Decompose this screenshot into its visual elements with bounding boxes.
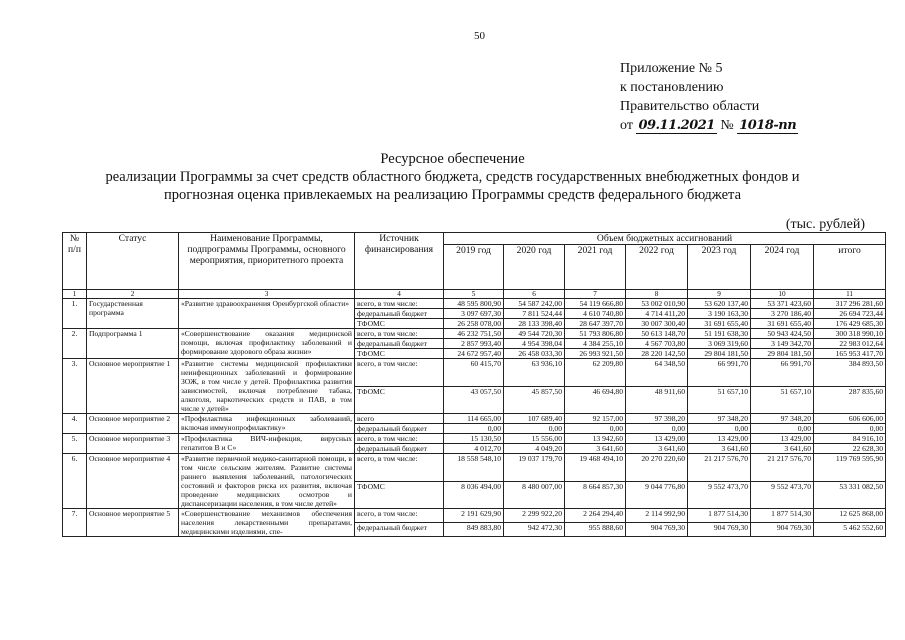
- column-numbers-row: [63, 290, 886, 299]
- row-source: всего, в том числе:: [355, 359, 444, 387]
- header-year-2021: 2021 год: [565, 245, 626, 290]
- row-year-value: 97 398,20: [626, 414, 688, 424]
- row-year-value: 904 769,30: [626, 523, 688, 537]
- row-source: федеральный бюджет: [355, 339, 444, 349]
- row-source: ТФОМС: [355, 319, 444, 329]
- table-row: [63, 509, 886, 523]
- row-year-value: 15 556,00: [504, 434, 565, 444]
- row-year-value: 2 299 922,20: [504, 509, 565, 523]
- row-number: 5.: [63, 434, 87, 454]
- row-year-value: 50 943 424,50: [751, 329, 814, 339]
- row-year-value: 2 857 993,40: [444, 339, 504, 349]
- row-year-value: 28 647 397,70: [565, 319, 626, 329]
- row-status: Основное мероприятие 3: [87, 434, 179, 454]
- row-status: Основное мероприятие 4: [87, 454, 179, 509]
- row-year-value: 48 595 800,90: [444, 299, 504, 309]
- row-name: «Совершенствование оказания медицинской помощи, включая профилактику заболеваний и формирование здорового образа жизни»: [179, 329, 355, 359]
- row-total-value: 0,00: [814, 424, 886, 434]
- row-year-value: 28 133 398,40: [504, 319, 565, 329]
- row-year-value: 0,00: [751, 424, 814, 434]
- header-volume: Объем бюджетных ассигнований: [444, 233, 886, 245]
- row-year-value: 53 002 010,90: [626, 299, 688, 309]
- row-year-value: 97 348,20: [688, 414, 751, 424]
- row-year-value: 13 942,60: [565, 434, 626, 444]
- row-year-value: 97 348,20: [751, 414, 814, 424]
- row-total-value: 5 462 552,60: [814, 523, 886, 537]
- row-total-value: 176 429 685,30: [814, 319, 886, 329]
- row-year-value: 43 057,50: [444, 386, 504, 414]
- table-row: [63, 329, 886, 339]
- row-year-value: 46 232 751,50: [444, 329, 504, 339]
- row-year-value: 9 552 473,70: [688, 481, 751, 509]
- number-label: №: [720, 118, 734, 133]
- row-year-value: 4 012,70: [444, 444, 504, 454]
- unit-label: (тыс. рублей): [785, 217, 865, 232]
- row-year-value: 3 641,60: [688, 444, 751, 454]
- row-year-value: 4 954 398,04: [504, 339, 565, 349]
- row-year-value: 13 429,00: [626, 434, 688, 444]
- row-year-value: 66 991,70: [688, 359, 751, 387]
- row-year-value: 3 270 186,40: [751, 309, 814, 319]
- row-status: Подпрограмма 1: [87, 329, 179, 359]
- row-year-value: 45 857,50: [504, 386, 565, 414]
- row-year-value: 0,00: [626, 424, 688, 434]
- row-total-value: 384 893,50: [814, 359, 886, 387]
- col-number: 9: [688, 290, 751, 299]
- row-year-value: 3 069 319,60: [688, 339, 751, 349]
- header-num: № п/п: [63, 233, 87, 290]
- row-year-value: 9 552 473,70: [751, 481, 814, 509]
- row-year-value: 904 769,30: [751, 523, 814, 537]
- row-year-value: 0,00: [565, 424, 626, 434]
- row-year-value: 50 613 148,70: [626, 329, 688, 339]
- row-year-value: 62 209,80: [565, 359, 626, 387]
- row-year-value: 31 691 655,40: [688, 319, 751, 329]
- row-year-value: 21 217 576,70: [751, 454, 814, 482]
- handwritten-date: 09.11.2021: [638, 118, 715, 133]
- row-year-value: 3 097 697,30: [444, 309, 504, 319]
- header-year-2020: 2020 год: [504, 245, 565, 290]
- row-year-value: 3 149 342,70: [751, 339, 814, 349]
- row-name: «Профилактика инфекционных заболеваний, включая иммунопрофилактику»: [179, 414, 355, 434]
- row-source: всего, в том числе:: [355, 329, 444, 339]
- document-title: [0, 150, 905, 204]
- row-year-value: 51 191 638,30: [688, 329, 751, 339]
- row-number: 3.: [63, 359, 87, 414]
- row-number: 4.: [63, 414, 87, 434]
- table-row: [63, 414, 886, 424]
- title-line-3: прогнозная оценка привлекаемых на реализацию Программы средств федерального бюджета: [163, 187, 742, 203]
- row-year-value: 3 641,60: [626, 444, 688, 454]
- header-source: Источник финансирования: [355, 233, 444, 290]
- row-total-value: 53 331 082,50: [814, 481, 886, 509]
- row-total-value: 317 296 281,60: [814, 299, 886, 309]
- row-source: всего, в том числе:: [355, 434, 444, 444]
- row-year-value: 1 877 514,30: [688, 509, 751, 523]
- row-year-value: 26 993 921,50: [565, 349, 626, 359]
- row-year-value: 54 587 242,00: [504, 299, 565, 309]
- row-year-value: 4 714 411,20: [626, 309, 688, 319]
- row-year-value: 3 190 163,30: [688, 309, 751, 319]
- row-year-value: 0,00: [504, 424, 565, 434]
- row-year-value: 92 157,00: [565, 414, 626, 424]
- row-year-value: 8 480 007,00: [504, 481, 565, 509]
- row-year-value: 13 429,00: [751, 434, 814, 444]
- row-source: ТФОМС: [355, 386, 444, 414]
- row-year-value: 3 641,60: [751, 444, 814, 454]
- row-year-value: 114 665,00: [444, 414, 504, 424]
- row-year-value: 19 037 179,70: [504, 454, 565, 482]
- row-year-value: 26 458 033,30: [504, 349, 565, 359]
- row-status: Основное мероприятие 1: [87, 359, 179, 414]
- row-name: «Развитие системы медицинской профилактики неинфекционных заболеваний и формирование ЗОЖ, в том числе у детей. Профилактика развития зависимостей, включая потребление табака, алкоголя, наркотических средств и ПАВ, в том числе у детей»: [179, 359, 355, 414]
- table-row: [63, 454, 886, 482]
- row-year-value: 29 804 181,50: [751, 349, 814, 359]
- header-year-2022: 2022 год: [626, 245, 688, 290]
- row-total-value: 119 769 595,90: [814, 454, 886, 482]
- handwritten-number: 1018-пп: [739, 118, 797, 133]
- row-year-value: 3 641,60: [565, 444, 626, 454]
- row-year-value: 29 804 181,50: [688, 349, 751, 359]
- row-source: федеральный бюджет: [355, 309, 444, 319]
- row-total-value: 287 835,60: [814, 386, 886, 414]
- from-label: от: [620, 118, 633, 133]
- row-source: федеральный бюджет: [355, 523, 444, 537]
- table-row: [63, 434, 886, 444]
- row-year-value: 24 672 957,40: [444, 349, 504, 359]
- header-row-1: [63, 233, 886, 245]
- row-source: всего, в том числе:: [355, 509, 444, 523]
- row-year-value: 0,00: [444, 424, 504, 434]
- row-year-value: 4 567 703,80: [626, 339, 688, 349]
- appendix-line-2: к постановлению: [620, 80, 724, 95]
- col-number: 3: [179, 290, 355, 299]
- row-year-value: 60 415,70: [444, 359, 504, 387]
- row-year-value: 2 191 629,90: [444, 509, 504, 523]
- col-number: 8: [626, 290, 688, 299]
- row-year-value: 28 220 142,50: [626, 349, 688, 359]
- page-number: 50: [474, 30, 485, 42]
- row-year-value: 849 883,80: [444, 523, 504, 537]
- table-row: [63, 299, 886, 309]
- appendix-line-1: Приложение № 5: [620, 61, 723, 76]
- row-number: 1.: [63, 299, 87, 329]
- title-line-1: Ресурсное обеспечение: [380, 151, 525, 167]
- table-row: [63, 359, 886, 387]
- row-year-value: 51 793 806,80: [565, 329, 626, 339]
- col-number: 1: [63, 290, 87, 299]
- row-year-value: 4 384 255,10: [565, 339, 626, 349]
- row-year-value: 49 544 720,30: [504, 329, 565, 339]
- row-total-value: 22 628,30: [814, 444, 886, 454]
- col-number: 4: [355, 290, 444, 299]
- header-year-2023: 2023 год: [688, 245, 751, 290]
- col-number: 5: [444, 290, 504, 299]
- row-year-value: 15 130,50: [444, 434, 504, 444]
- col-number: 10: [751, 290, 814, 299]
- row-year-value: 48 911,60: [626, 386, 688, 414]
- row-year-value: 51 657,10: [751, 386, 814, 414]
- row-total-value: 26 694 723,44: [814, 309, 886, 319]
- row-number: 6.: [63, 454, 87, 509]
- row-source: ТФОМС: [355, 349, 444, 359]
- row-year-value: 63 936,10: [504, 359, 565, 387]
- appendix-block: [620, 59, 798, 135]
- col-number: 6: [504, 290, 565, 299]
- row-number: 2.: [63, 329, 87, 359]
- col-number: 11: [814, 290, 886, 299]
- col-number: 2: [87, 290, 179, 299]
- row-source: всего, в том числе:: [355, 299, 444, 309]
- row-year-value: 955 888,60: [565, 523, 626, 537]
- row-name: «Развитие первичной медико-санитарной помощи, в том числе сельским жителям. Развитие системы раннего выявления заболеваний, патологических состояний и факторов риска их развития, включая проведение медицинских осмотров и диспансеризации населения, в том числе детей»: [179, 454, 355, 509]
- row-year-value: 942 472,30: [504, 523, 565, 537]
- header-name: Наименование Программы, подпрограммы Программы, основного мероприятия, приоритетного проекта: [179, 233, 355, 290]
- row-year-value: 51 657,10: [688, 386, 751, 414]
- row-total-value: 84 916,10: [814, 434, 886, 444]
- row-total-value: 165 953 417,70: [814, 349, 886, 359]
- row-year-value: 13 429,00: [688, 434, 751, 444]
- row-year-value: 53 371 423,60: [751, 299, 814, 309]
- row-status: Государственная программа: [87, 299, 179, 329]
- header-year-2019: 2019 год: [444, 245, 504, 290]
- appendix-line-3: Правительство области: [620, 99, 760, 114]
- row-source: ТФОМС: [355, 481, 444, 509]
- row-year-value: 53 620 137,40: [688, 299, 751, 309]
- row-year-value: 54 119 666,80: [565, 299, 626, 309]
- row-year-value: 0,00: [688, 424, 751, 434]
- header-status: Статус: [87, 233, 179, 290]
- row-year-value: 20 270 220,60: [626, 454, 688, 482]
- row-year-value: 2 114 992,90: [626, 509, 688, 523]
- row-year-value: 19 468 494,10: [565, 454, 626, 482]
- row-year-value: 4 610 740,80: [565, 309, 626, 319]
- row-year-value: 64 348,50: [626, 359, 688, 387]
- title-line-2: реализации Программы за счет средств областного бюджета, средств государственных внебюджетных фондов и: [105, 169, 800, 185]
- row-year-value: 46 694,80: [565, 386, 626, 414]
- row-total-value: 22 983 012,64: [814, 339, 886, 349]
- row-source: федеральный бюджет: [355, 424, 444, 434]
- row-name: «Совершенствование механизмов обеспечения населения лекарственными препаратами, медицинскими изделиями, спе-: [179, 509, 355, 537]
- row-year-value: 2 264 294,40: [565, 509, 626, 523]
- row-year-value: 31 691 655,40: [751, 319, 814, 329]
- row-year-value: 7 811 524,44: [504, 309, 565, 319]
- row-total-value: 606 606,00: [814, 414, 886, 424]
- col-number: 7: [565, 290, 626, 299]
- row-name: «Профилактика ВИЧ-инфекция, вирусных гепатитов В и С»: [179, 434, 355, 454]
- row-number: 7.: [63, 509, 87, 537]
- header-total: итого: [814, 245, 886, 290]
- row-year-value: 18 558 548,10: [444, 454, 504, 482]
- row-source: федеральный бюджет: [355, 444, 444, 454]
- header-year-2024: 2024 год: [751, 245, 814, 290]
- row-year-value: 30 007 300,40: [626, 319, 688, 329]
- row-year-value: 21 217 576,70: [688, 454, 751, 482]
- row-year-value: 904 769,30: [688, 523, 751, 537]
- row-year-value: 8 664 857,30: [565, 481, 626, 509]
- row-total-value: 12 625 868,00: [814, 509, 886, 523]
- row-status: Основное мероприятие 2: [87, 414, 179, 434]
- row-name: «Развитие здравоохранения Оренбургской области»: [179, 299, 355, 329]
- row-source: всего, в том числе:: [355, 454, 444, 482]
- row-total-value: 300 318 990,10: [814, 329, 886, 339]
- row-year-value: 66 991,70: [751, 359, 814, 387]
- budget-table: [62, 232, 886, 537]
- appendix-date-line: [620, 116, 798, 135]
- row-year-value: 26 258 078,00: [444, 319, 504, 329]
- row-source: всего: [355, 414, 444, 424]
- row-year-value: 9 044 776,80: [626, 481, 688, 509]
- row-year-value: 1 877 514,30: [751, 509, 814, 523]
- row-year-value: 107 689,40: [504, 414, 565, 424]
- row-year-value: 8 036 494,00: [444, 481, 504, 509]
- row-status: Основное мероприятие 5: [87, 509, 179, 537]
- row-year-value: 4 049,20: [504, 444, 565, 454]
